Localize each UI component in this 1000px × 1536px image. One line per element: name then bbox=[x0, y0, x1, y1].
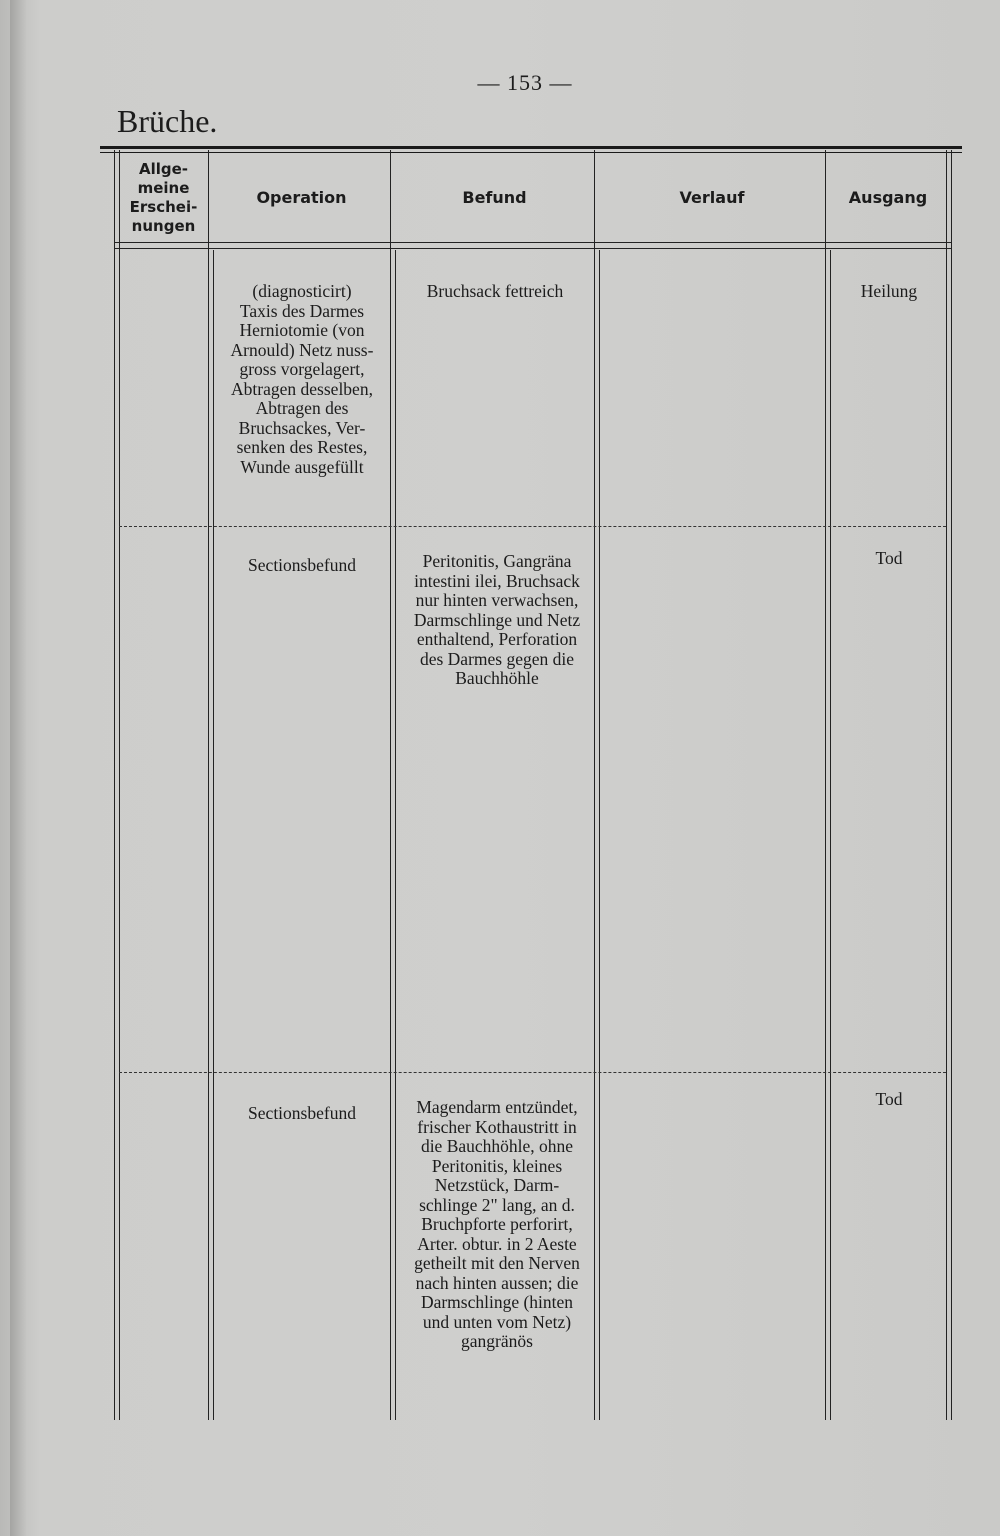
table-row-2-operation: Sectionsbefund bbox=[248, 555, 356, 575]
header-rule bbox=[114, 242, 952, 243]
table-row-2-befund: Peritonitis, Gangräna intestini ilei, Bruchsack nur hinten verwachsen, Darmschlinge und Netz enthaltend, Perforation des Darmes gegen die Bauchhöhle bbox=[413, 551, 581, 688]
table-row-3-ausgang: Tod bbox=[875, 1089, 903, 1109]
col-line bbox=[830, 250, 831, 1420]
page-binding-shadow bbox=[10, 0, 26, 1536]
row-separator bbox=[119, 526, 946, 527]
table-row-3-befund: Magendarm entzündet, frischer Kothaustritt in die Bauchhöhle, ohne Peritonitis, kleines Netzstück, Darm- schlinge 2" lang, an d. Bruchpforte perforirt, Arter. obtur. in 2 Aeste getheilt mit den Nerven nach hinten aussen; die Darmschlinge (hinten und unten vom Netz) gangränös bbox=[414, 1097, 580, 1351]
table-row-3-operation: Sectionsbefund bbox=[248, 1103, 356, 1123]
header-rule bbox=[114, 248, 952, 249]
header-operation: Operation bbox=[256, 188, 347, 207]
col-line bbox=[599, 250, 600, 1420]
col-line bbox=[946, 150, 947, 1420]
col-line bbox=[114, 150, 115, 1420]
col-line bbox=[119, 150, 120, 1420]
table-row-1-ausgang: Heilung bbox=[860, 281, 918, 301]
top-rule bbox=[100, 146, 962, 149]
table-row-1-operation: (diagnosticirt) Taxis des Darmes Herniotomie (von Arnould) Netz nuss- gross vorgelagert, Abtragen desselben, Abtragen des Bruchsackes, Ver- senken des Restes, Wunde ausgefüllt bbox=[230, 281, 374, 477]
header-befund: Befund bbox=[462, 188, 527, 207]
header-ausgang: Ausgang bbox=[848, 188, 928, 207]
table-row-2-ausgang: Tod bbox=[875, 548, 903, 568]
col-line bbox=[825, 150, 826, 1420]
row-separator bbox=[119, 1072, 946, 1073]
col-line bbox=[951, 150, 952, 1420]
header-verlauf: Verlauf bbox=[679, 188, 745, 207]
top-rule-thin bbox=[100, 152, 962, 153]
header-allgemeine-erscheinungen: Allge- meine Erschei- nungen bbox=[129, 160, 198, 235]
table-row-1-befund: Bruchsack fettreich bbox=[426, 281, 564, 301]
page-number: — 153 — bbox=[477, 70, 573, 95]
col-line bbox=[208, 150, 209, 1420]
page-title: Brüche. bbox=[117, 103, 218, 139]
